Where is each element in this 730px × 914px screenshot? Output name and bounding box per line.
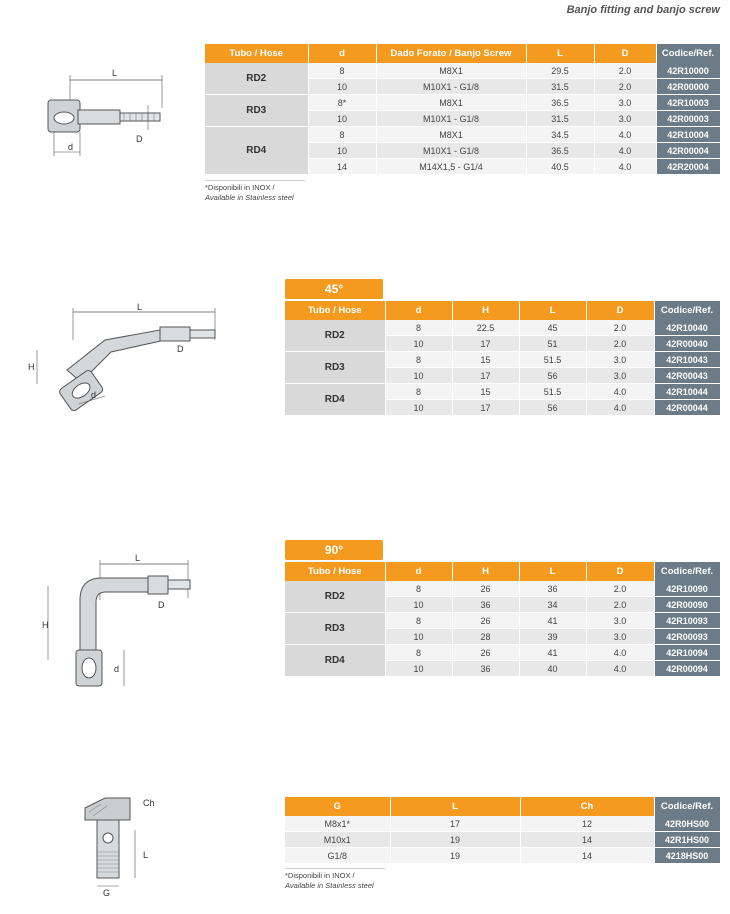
- table-row: [285, 848, 720, 864]
- cell: 3.0: [586, 629, 654, 645]
- cell: M8X1: [376, 63, 526, 79]
- dim-label-L: L: [135, 553, 141, 563]
- col-H: H: [452, 562, 519, 581]
- cell: 36: [519, 581, 586, 597]
- ref-cell: 42R10004: [656, 127, 720, 143]
- cell: M10X1 - G1/8: [376, 111, 526, 127]
- tubo-cell: RD4: [285, 384, 385, 416]
- cell: 3.0: [594, 95, 656, 111]
- straight-banjo-drawing: [40, 60, 170, 170]
- cell: 34: [519, 597, 586, 613]
- col-d: d: [385, 562, 452, 581]
- ref-cell: 42R00093: [654, 629, 720, 645]
- cell: M10X1 - G1/8: [376, 79, 526, 95]
- ref-cell: 42R00000: [656, 79, 720, 95]
- cell: 3.0: [594, 111, 656, 127]
- cell: 17: [452, 336, 519, 352]
- col-tubo: Tubo / Hose: [285, 562, 385, 581]
- table-row: [285, 816, 720, 832]
- dim-label-D: D: [177, 344, 184, 354]
- stainless-note-2: [285, 868, 385, 891]
- cell: 36.5: [526, 143, 594, 159]
- ref-cell: 42R20004: [656, 159, 720, 175]
- cell: M8X1: [376, 127, 526, 143]
- cell: 51.5: [519, 384, 586, 400]
- col-L: L: [526, 44, 594, 63]
- cell: 36: [452, 661, 519, 677]
- cell: 4.0: [586, 400, 654, 416]
- cell: 41: [519, 613, 586, 629]
- table-header-row: [285, 301, 720, 320]
- cell: 56: [519, 400, 586, 416]
- cell: 14: [308, 159, 376, 175]
- tubo-cell: RD4: [285, 645, 385, 677]
- table-row: [285, 645, 720, 661]
- cell: 10: [385, 368, 452, 384]
- table-row: [285, 320, 720, 336]
- col-ref: Codice/Ref.: [656, 44, 720, 63]
- cell: G1/8: [285, 848, 390, 864]
- ref-cell: 42R10044: [654, 384, 720, 400]
- ref-cell: 42R10093: [654, 613, 720, 629]
- cell: 10: [308, 79, 376, 95]
- ref-cell: 42R10003: [656, 95, 720, 111]
- cell: 10: [385, 597, 452, 613]
- cell: 2.0: [594, 63, 656, 79]
- page-header-title: Banjo fitting and banjo screw: [566, 4, 720, 16]
- cell: 22.5: [452, 320, 519, 336]
- cell: 2.0: [586, 320, 654, 336]
- banjo-45-table: [285, 301, 721, 416]
- ref-cell: 42R10090: [654, 581, 720, 597]
- cell: 8: [385, 384, 452, 400]
- table-header-row: [285, 562, 720, 581]
- col-tubo: Tubo / Hose: [285, 301, 385, 320]
- col-banjo-screw: Dado Forato / Banjo Screw: [376, 44, 526, 63]
- col-D: D: [586, 301, 654, 320]
- note-line: *Disponibili in INOX /: [205, 183, 275, 192]
- cell: M10X1 - G1/8: [376, 143, 526, 159]
- cell: 10: [385, 661, 452, 677]
- cell: 3.0: [586, 368, 654, 384]
- cell: 40: [519, 661, 586, 677]
- cell: M10x1: [285, 832, 390, 848]
- cell: 2.0: [586, 581, 654, 597]
- dim-label-D: D: [158, 600, 165, 610]
- cell: 8: [308, 63, 376, 79]
- table-row: [205, 95, 720, 111]
- col-G: G: [285, 797, 390, 816]
- col-tubo: Tubo / Hose: [205, 44, 308, 63]
- cell: 14: [520, 848, 654, 864]
- col-Ch: Ch: [520, 797, 654, 816]
- cell: 45: [519, 320, 586, 336]
- ref-cell: 42R0HS00: [654, 816, 720, 832]
- cell: 26: [452, 645, 519, 661]
- dim-label-L: L: [112, 68, 118, 78]
- table-row: [205, 63, 720, 79]
- col-L: L: [519, 562, 586, 581]
- cell: 39: [519, 629, 586, 645]
- cell: 15: [452, 352, 519, 368]
- col-ref: Codice/Ref.: [654, 797, 720, 816]
- cell: 15: [452, 384, 519, 400]
- tubo-cell: RD3: [205, 95, 308, 127]
- cell: 28: [452, 629, 519, 645]
- cell: 36: [452, 597, 519, 613]
- cell: 17: [452, 368, 519, 384]
- dim-label-D: D: [136, 134, 143, 144]
- cell: 12: [520, 816, 654, 832]
- cell: 4.0: [586, 645, 654, 661]
- table-row: [285, 832, 720, 848]
- cell: 8: [385, 320, 452, 336]
- col-L: L: [519, 301, 586, 320]
- cell: M8X1: [376, 95, 526, 111]
- col-ref: Codice/Ref.: [654, 562, 720, 581]
- tubo-cell: RD2: [205, 63, 308, 95]
- cell: 17: [390, 816, 520, 832]
- angle-45-tab: 45°: [285, 279, 383, 299]
- ref-cell: 42R10043: [654, 352, 720, 368]
- banjo-90-table: [285, 562, 721, 677]
- cell: 36.5: [526, 95, 594, 111]
- cell: M14X1,5 - G1/4: [376, 159, 526, 175]
- cell: 31.5: [526, 79, 594, 95]
- dim-label-H: H: [28, 362, 35, 372]
- cell: 2.0: [586, 336, 654, 352]
- dim-label-Ch: Ch: [143, 798, 155, 808]
- dim-label-d: d: [68, 142, 74, 152]
- cell: 17: [452, 400, 519, 416]
- ref-cell: 42R10000: [656, 63, 720, 79]
- cell: 29.5: [526, 63, 594, 79]
- tubo-cell: RD3: [285, 613, 385, 645]
- col-L: L: [390, 797, 520, 816]
- cell: 4.0: [586, 661, 654, 677]
- banjo-45-drawing: [25, 300, 220, 420]
- ref-cell: 42R00090: [654, 597, 720, 613]
- ref-cell: 42R1HS00: [654, 832, 720, 848]
- dim-label-d: d: [91, 390, 97, 400]
- dim-label-H: H: [42, 620, 49, 630]
- cell: 8: [385, 613, 452, 629]
- dim-label-L: L: [137, 302, 143, 312]
- col-D: D: [594, 44, 656, 63]
- table-row: [285, 581, 720, 597]
- cell: 3.0: [586, 352, 654, 368]
- note-line: Available in Stainless steel: [285, 881, 374, 890]
- cell: 41: [519, 645, 586, 661]
- table-header-row: [285, 797, 720, 816]
- banjo-fitting-table: [205, 44, 721, 175]
- stainless-note-1: [205, 180, 305, 203]
- cell: 4.0: [586, 384, 654, 400]
- cell: 19: [390, 832, 520, 848]
- col-D: D: [586, 562, 654, 581]
- cell: 10: [308, 111, 376, 127]
- cell: 10: [308, 143, 376, 159]
- tubo-cell: RD3: [285, 352, 385, 384]
- col-H: H: [452, 301, 519, 320]
- ref-cell: 42R00003: [656, 111, 720, 127]
- ref-cell: 42R00043: [654, 368, 720, 384]
- tubo-cell: RD4: [205, 127, 308, 175]
- cell: 8: [385, 645, 452, 661]
- cell: 34.5: [526, 127, 594, 143]
- cell: 3.0: [586, 613, 654, 629]
- banjo-screw-drawing: [75, 790, 165, 900]
- cell: 4.0: [594, 143, 656, 159]
- cell: 4.0: [594, 159, 656, 175]
- ref-cell: 42R00040: [654, 336, 720, 352]
- table-row: [285, 613, 720, 629]
- cell: 8: [385, 581, 452, 597]
- ref-cell: 42R00044: [654, 400, 720, 416]
- cell: 14: [520, 832, 654, 848]
- dim-label-L: L: [143, 850, 149, 860]
- cell: 40.5: [526, 159, 594, 175]
- tubo-cell: RD2: [285, 320, 385, 352]
- cell: 10: [385, 336, 452, 352]
- banjo-90-drawing: [40, 550, 200, 700]
- col-d: d: [308, 44, 376, 63]
- dim-label-d: d: [114, 664, 120, 674]
- note-line: *Disponibili in INOX /: [285, 871, 355, 880]
- cell: 56: [519, 368, 586, 384]
- cell: 10: [385, 629, 452, 645]
- ref-cell: 42R00004: [656, 143, 720, 159]
- cell: 51: [519, 336, 586, 352]
- cell: M8x1*: [285, 816, 390, 832]
- cell: 19: [390, 848, 520, 864]
- banjo-screw-table: [285, 797, 721, 864]
- cell: 10: [385, 400, 452, 416]
- cell: 8: [308, 127, 376, 143]
- cell: 2.0: [594, 79, 656, 95]
- cell: 26: [452, 613, 519, 629]
- cell: 2.0: [586, 597, 654, 613]
- tubo-cell: RD2: [285, 581, 385, 613]
- ref-cell: 42R10040: [654, 320, 720, 336]
- col-ref: Codice/Ref.: [654, 301, 720, 320]
- table-row: [285, 384, 720, 400]
- note-line: Available in Stainless steel: [205, 193, 294, 202]
- table-row: [285, 352, 720, 368]
- ref-cell: 42R00094: [654, 661, 720, 677]
- dim-label-G: G: [103, 888, 111, 898]
- cell: 4.0: [594, 127, 656, 143]
- ref-cell: 42R10094: [654, 645, 720, 661]
- col-d: d: [385, 301, 452, 320]
- ref-cell: 4218HS00: [654, 848, 720, 864]
- cell: 51.5: [519, 352, 586, 368]
- cell: 8*: [308, 95, 376, 111]
- cell: 8: [385, 352, 452, 368]
- table-row: [205, 127, 720, 143]
- table-header-row: [205, 44, 720, 63]
- cell: 31.5: [526, 111, 594, 127]
- cell: 26: [452, 581, 519, 597]
- angle-90-tab: 90°: [285, 540, 383, 560]
